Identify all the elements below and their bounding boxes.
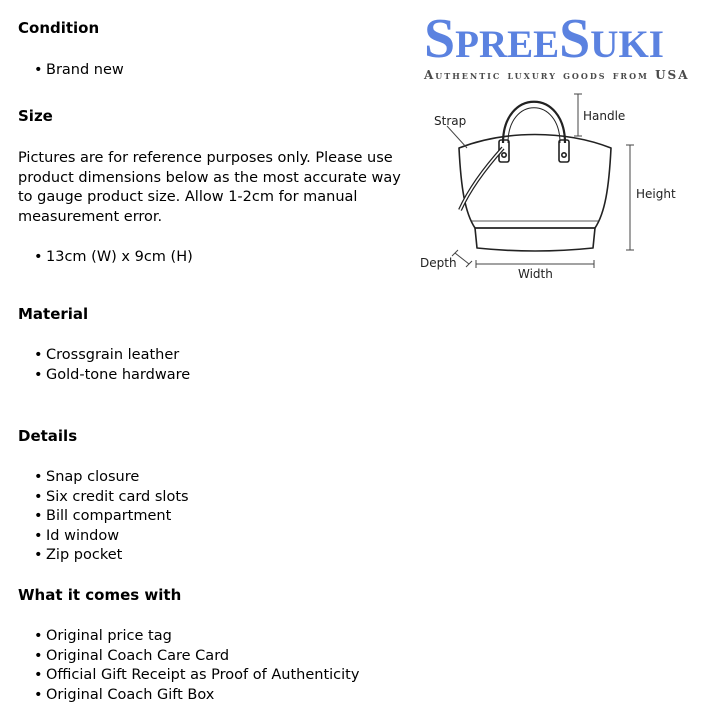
list-item: • Bill compartment — [18, 507, 189, 527]
details-list — [18, 468, 189, 566]
list-item: • Official Gift Receipt as Proof of Authenticity — [18, 666, 359, 686]
comes-with-list — [18, 627, 359, 705]
list-item: • Original Coach Gift Box — [18, 686, 359, 706]
logo-title: SpreeSuki — [424, 8, 664, 70]
brand-logo — [424, 10, 716, 82]
list-item: • Id window — [18, 527, 189, 547]
list-item: • Gold-tone hardware — [18, 366, 190, 386]
list-item: • 13cm (W) x 9cm (H) — [18, 248, 193, 268]
heading-comes-with: What it comes with — [18, 586, 182, 604]
list-item: • Crossgrain leather — [18, 346, 190, 366]
logo-tagline: Authentic luxury goods from USA — [424, 68, 690, 82]
width-label: Width — [518, 267, 553, 281]
list-item: • Original Coach Care Card — [18, 647, 359, 667]
list-item: • Brand new — [18, 61, 124, 81]
height-label: Height — [636, 187, 676, 201]
list-item: • Six credit card slots — [18, 488, 189, 508]
material-list — [18, 346, 190, 385]
size-paragraph: Pictures are for reference purposes only. Please use product dimensions below as the most accurate way to gauge product size. Allow 1-2cm for manual measurement error. — [18, 150, 401, 225]
heading-condition: Condition — [18, 19, 100, 37]
heading-size: Size — [18, 107, 53, 125]
heading-material: Material — [18, 305, 89, 323]
list-item: • Zip pocket — [18, 546, 189, 566]
list-item: • Snap closure — [18, 468, 189, 488]
heading-details: Details — [18, 427, 78, 445]
list-item: • Original price tag — [18, 627, 359, 647]
handle-label: Handle — [583, 109, 626, 123]
size-list — [18, 248, 193, 268]
condition-list — [18, 61, 124, 81]
depth-label: Depth — [420, 256, 457, 270]
strap-label: Strap — [434, 114, 467, 128]
handbag-illustration — [459, 102, 611, 251]
bag-dimension-diagram — [415, 88, 715, 288]
